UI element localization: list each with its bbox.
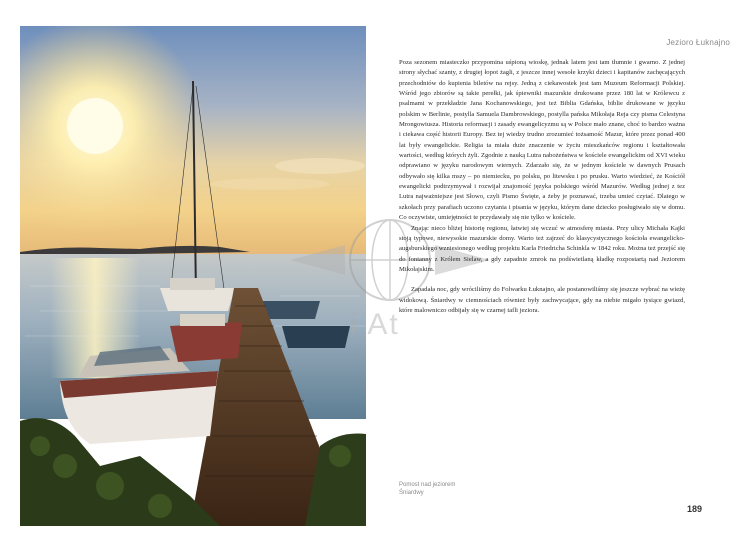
photo-caption: [399, 481, 519, 497]
running-head: Jezioro Łuknajno: [666, 38, 730, 47]
paragraph: Znając nieco bliżej historię regionu, łatwiej się wczuć w atmosferę miasta. Przy ulicy Michała Kajki stoją typowe, niewysokie mazurskie domy. Warto też zajrzeć do klasycystycznego kościoła ewangelicko-augsburskiego wzniesionego według projektu Karla Friedricha Schinkla w 1842 roku. Można też przejść się do fontanny z Królem Sielaw, a gdy zapadnie zmrok na podświetlaną kładkę rozpostartą nad Jeziorem Mikołajskim.: [399, 224, 685, 273]
body-text: [399, 58, 685, 316]
page-number: 189: [686, 504, 702, 514]
caption-line: Śniardwy: [399, 490, 424, 496]
lake-pier-photo: [20, 26, 366, 526]
paragraph: Zapadała noc, gdy wróciliśmy do Folwarku Łuknajno, ale postanowiliśmy się jeszcze wybrać na wieżę widokową. Śniardwy w ciemnościach również były zachwycające, gdy na niebie migało tysiące gwiazd, które malowniczo odbijały się w czarnej tafli jeziora.: [399, 286, 685, 314]
caption-line: Pomost nad jeziorem: [399, 482, 456, 488]
watermark-text: i At: [350, 308, 400, 341]
paragraph: Poza sezonem miasteczko przypomina uśpioną wioskę, jednak latem jest tam tłumnie i gwarno. Z jednej strony słychać szanty, z drugiej łopot żagli, z jeszcze innej wesołe krzyki dzieci i kapitanów zachęcających przechodniów do kupienia biletów na rejsy. Jedną z ciekawostek jest tam Muzeum Reformacji Polskiej. Wśród jego zbiorów są takie perełki, jak śpiewniki mazurskie drukowane przez 180 lat w Królewcu z psalmami w przekładzie Jana Kochanowskiego, jest też Biblia Gdańska, biblie drukowane w języku polskim w Berlinie, postylla Samuela Dambrowskiego, postylla pańska Mikołaja Reja czy pisma Celestyna Mrongowiusza. Historia reformacji i zasady ewangelicyzmu są w Polsce mało znane, choć to bardzo ważna i ciekawa część historii Europy. Bez tej wiedzy trudno zrozumieć tożsamość Mazur, które przez ponad 400 lat były ewangelickie. Religia ta miała duże znaczenie w życiu mieszkańców regionu i kształtowała wartości, według których żyli. Zgodnie z nauką Lutra nabożeństwa w kościele ewangelickim od XVI wieku odprawiano w języku narodowym wiernych. Zdarzało się, że w jednym kościele w dawnych Prusach odbywało się kilka mszy – po niemiecku, po polsku, po litewsku i po prusku. Warto wiedzieć, że Kościół ewangelicki podtrzymywał i rozwijał znajomość języka polskiego wśród Mazurów. Według jednej z tez Lutra najważniejsze jest Słowo, czyli Pismo Święte, a żeby je poznawać, trzeba umieć czytać. Dlatego w szkołach przy parafiach uczono czytania i pisania w języku, którym dane dziecko posługiwało się w domu. Co oczywiste, umiejętności te przydawały się nie tylko w kościele.: [399, 59, 685, 222]
